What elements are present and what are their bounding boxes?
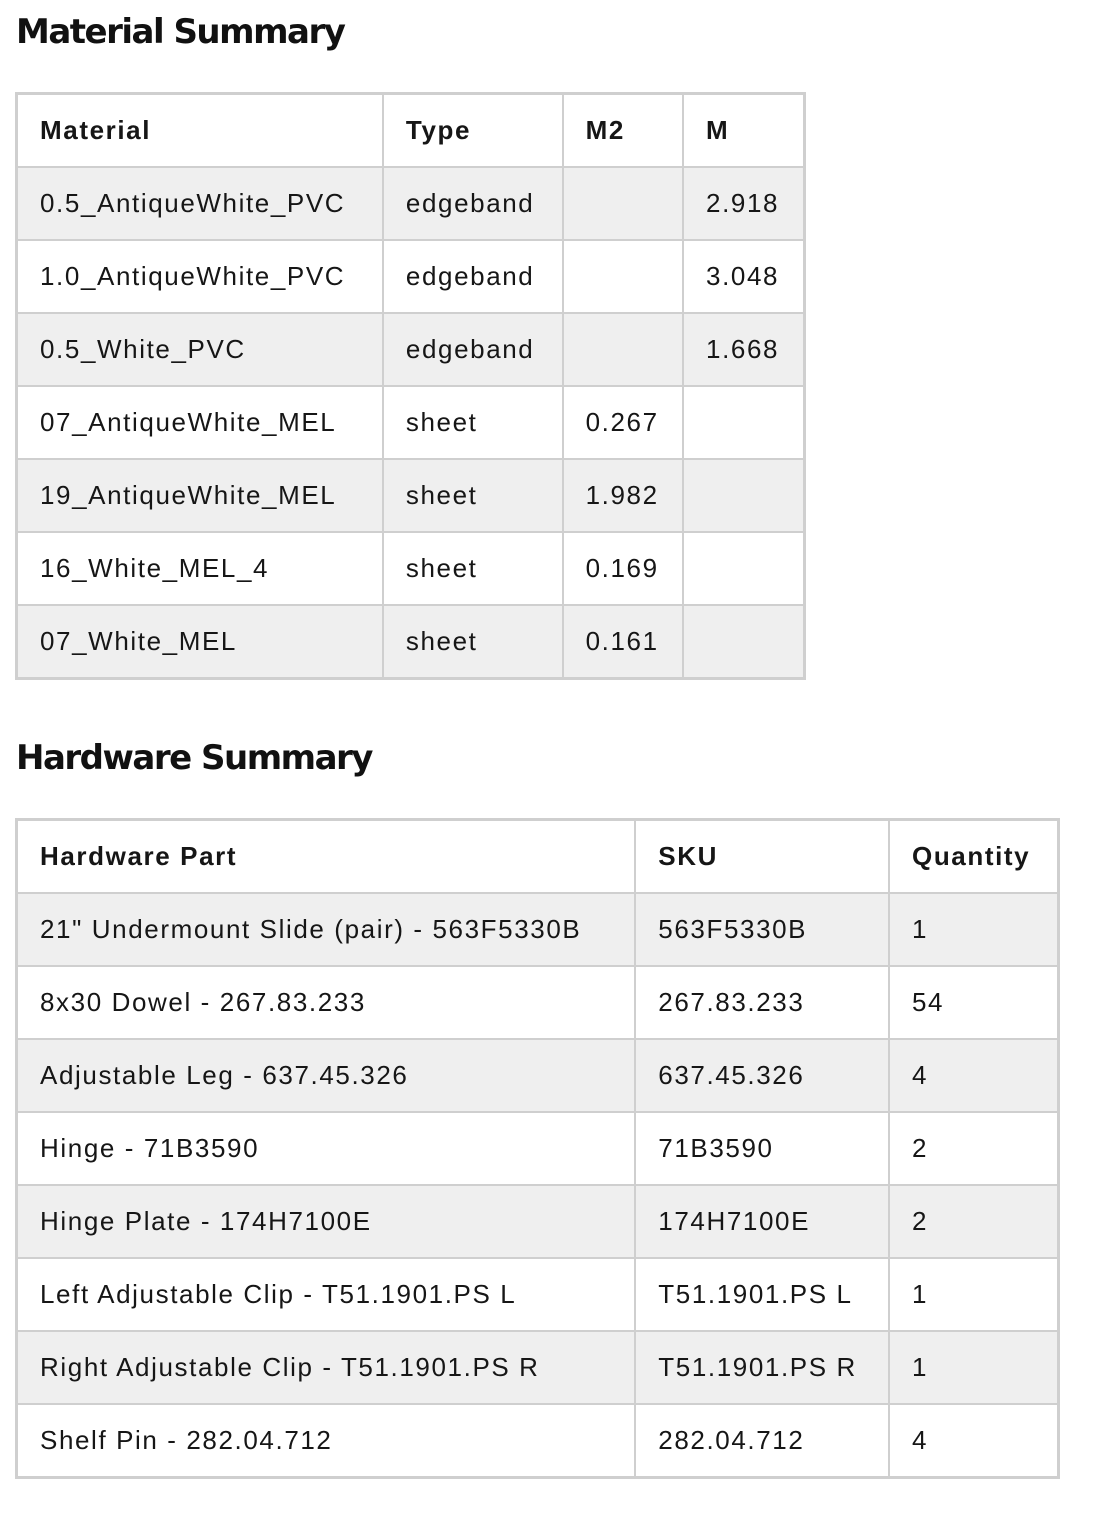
table-row (17, 1404, 1059, 1478)
type-cell: sheet (383, 532, 563, 605)
sku-cell: T51.1901.PS R (635, 1331, 889, 1404)
hardware-summary-table (15, 818, 1060, 1479)
m2-cell: 0.161 (563, 605, 683, 679)
hardware-part-cell: 8x30 Dowel - 267.83.233 (17, 966, 636, 1039)
quantity-cell: 4 (889, 1404, 1059, 1478)
material-cell: 0.5_AntiqueWhite_PVC (17, 167, 383, 240)
m-cell: 1.668 (683, 313, 804, 386)
hardware-part-cell: Shelf Pin - 282.04.712 (17, 1404, 636, 1478)
quantity-cell: 2 (889, 1112, 1059, 1185)
m2-cell (563, 240, 683, 313)
quantity-cell: 1 (889, 1331, 1059, 1404)
type-cell: sheet (383, 459, 563, 532)
m-cell: 3.048 (683, 240, 804, 313)
column-header-m2: M2 (563, 94, 683, 168)
table-row (17, 459, 805, 532)
column-header-m: M (683, 94, 804, 168)
quantity-cell: 1 (889, 1258, 1059, 1331)
sku-cell: T51.1901.PS L (635, 1258, 889, 1331)
column-header-hardware-part: Hardware Part (17, 820, 636, 894)
table-row (17, 240, 805, 313)
hardware-part-cell: Right Adjustable Clip - T51.1901.PS R (17, 1331, 636, 1404)
sku-cell: 71B3590 (635, 1112, 889, 1185)
type-cell: sheet (383, 605, 563, 679)
table-row (17, 1185, 1059, 1258)
material-cell: 16_White_MEL_4 (17, 532, 383, 605)
material-cell: 07_AntiqueWhite_MEL (17, 386, 383, 459)
material-summary-table (15, 92, 806, 680)
table-row (17, 966, 1059, 1039)
table-row (17, 386, 805, 459)
hardware-part-cell: Hinge Plate - 174H7100E (17, 1185, 636, 1258)
material-cell: 07_White_MEL (17, 605, 383, 679)
hardware-part-cell: Left Adjustable Clip - T51.1901.PS L (17, 1258, 636, 1331)
quantity-cell: 2 (889, 1185, 1059, 1258)
sku-cell: 637.45.326 (635, 1039, 889, 1112)
table-row (17, 893, 1059, 966)
table-row (17, 167, 805, 240)
sku-cell: 267.83.233 (635, 966, 889, 1039)
table-row (17, 1331, 1059, 1404)
material-cell: 0.5_White_PVC (17, 313, 383, 386)
m-cell (683, 605, 804, 679)
quantity-cell: 1 (889, 893, 1059, 966)
type-cell: edgeband (383, 167, 563, 240)
material-summary-title: Material Summary (16, 12, 345, 52)
material-cell: 19_AntiqueWhite_MEL (17, 459, 383, 532)
column-header-sku: SKU (635, 820, 889, 894)
table-row (17, 605, 805, 679)
m2-cell (563, 313, 683, 386)
table-row (17, 1258, 1059, 1331)
sku-cell: 174H7100E (635, 1185, 889, 1258)
sku-cell: 282.04.712 (635, 1404, 889, 1478)
hardware-part-cell: 21" Undermount Slide (pair) - 563F5330B (17, 893, 636, 966)
column-header-type: Type (383, 94, 563, 168)
table-header-row (17, 820, 1059, 894)
m-cell (683, 386, 804, 459)
type-cell: edgeband (383, 240, 563, 313)
hardware-summary-title: Hardware Summary (16, 738, 372, 778)
m2-cell: 1.982 (563, 459, 683, 532)
m2-cell: 0.169 (563, 532, 683, 605)
table-header-row (17, 94, 805, 168)
table-row (17, 532, 805, 605)
column-header-material: Material (17, 94, 383, 168)
quantity-cell: 54 (889, 966, 1059, 1039)
hardware-part-cell: Adjustable Leg - 637.45.326 (17, 1039, 636, 1112)
hardware-part-cell: Hinge - 71B3590 (17, 1112, 636, 1185)
table-row (17, 1112, 1059, 1185)
m2-cell (563, 167, 683, 240)
m-cell (683, 532, 804, 605)
material-cell: 1.0_AntiqueWhite_PVC (17, 240, 383, 313)
table-row (17, 313, 805, 386)
table-row (17, 1039, 1059, 1112)
m-cell: 2.918 (683, 167, 804, 240)
quantity-cell: 4 (889, 1039, 1059, 1112)
sku-cell: 563F5330B (635, 893, 889, 966)
type-cell: edgeband (383, 313, 563, 386)
m2-cell: 0.267 (563, 386, 683, 459)
column-header-quantity: Quantity (889, 820, 1059, 894)
type-cell: sheet (383, 386, 563, 459)
m-cell (683, 459, 804, 532)
